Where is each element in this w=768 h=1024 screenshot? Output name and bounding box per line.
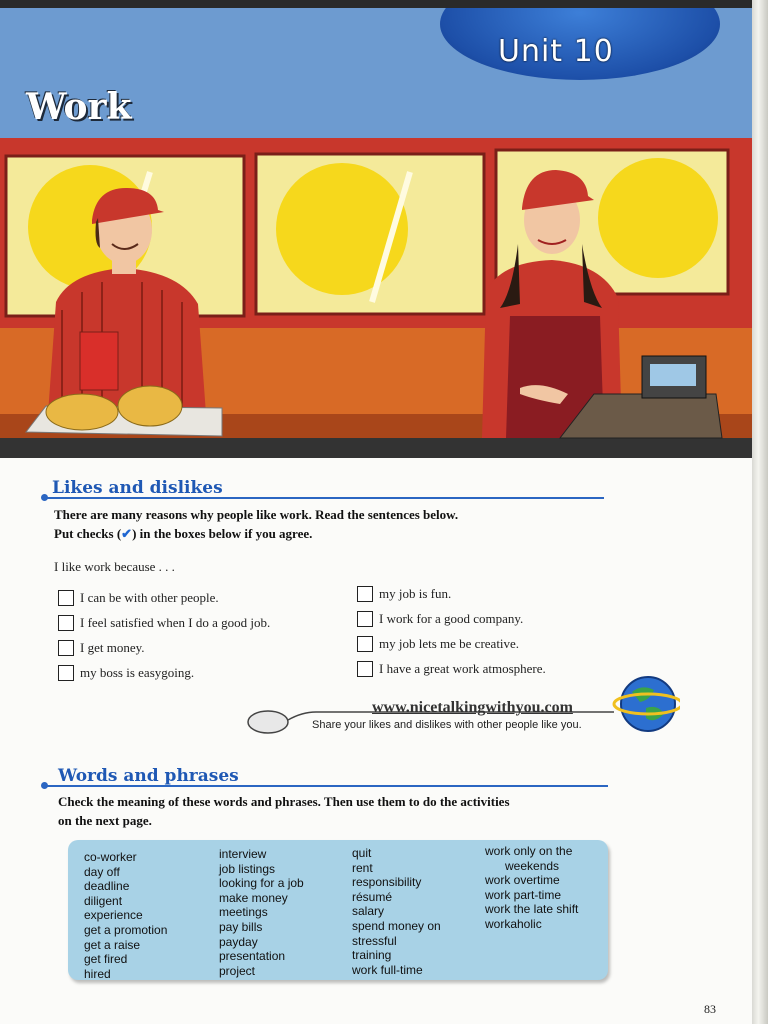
- checkbox[interactable]: [58, 665, 74, 681]
- globe-icon: [614, 677, 680, 731]
- vocab-item: rent: [352, 860, 373, 875]
- check-mark-icon: ✔: [121, 526, 133, 541]
- vocab-item: résumé: [352, 889, 393, 904]
- checklist-label: I get money.: [80, 640, 145, 655]
- words-phrases-title: Words and phrases: [58, 766, 239, 786]
- vocab-item: experience: [84, 908, 143, 923]
- instruction-line: on the next page.: [58, 813, 152, 828]
- checklist-item[interactable]: [58, 615, 270, 631]
- checklist-label: my job is fun.: [379, 586, 452, 601]
- fast-food-illustration: [0, 132, 752, 458]
- likes-dislikes-title: Likes and dislikes: [52, 478, 223, 498]
- checklist-label: I work for a good company.: [379, 611, 524, 626]
- checklist-item[interactable]: [58, 640, 145, 656]
- textbook-page: [0, 8, 752, 1024]
- sentence-lead: I like work because . . .: [54, 559, 175, 574]
- checkbox[interactable]: [357, 586, 373, 602]
- checkbox[interactable]: [357, 636, 373, 652]
- checkbox[interactable]: [58, 590, 74, 606]
- website-caption: Share your likes and dislikes with other people like you.: [312, 719, 582, 731]
- checklist-label: my job lets me be creative.: [379, 636, 520, 651]
- vocab-item: get fired: [84, 952, 128, 967]
- vocabulary-column: [485, 844, 578, 932]
- vocab-item: work part-time: [485, 887, 562, 902]
- checklist-item[interactable]: [58, 590, 219, 606]
- vocab-item: spend money on: [352, 918, 441, 933]
- vocab-item: hired: [84, 966, 111, 981]
- checklist-label: I feel satisfied when I do a good job.: [80, 615, 271, 630]
- checkbox[interactable]: [58, 640, 74, 656]
- vocab-item: day off: [84, 864, 120, 879]
- vocab-item: co-worker: [84, 850, 137, 864]
- website-link[interactable]: www.nicetalkingwithyou.com: [372, 699, 573, 716]
- instruction-line: There are many reasons why people like work. Read the sentences below.: [54, 507, 459, 522]
- checklist-label: my boss is easygoing.: [80, 665, 195, 680]
- vocabulary-column: [219, 847, 304, 978]
- vocabulary-column: [352, 846, 441, 977]
- vocabulary-column: [84, 850, 167, 981]
- vocab-item: project: [219, 963, 256, 978]
- vocab-item: get a promotion: [84, 922, 168, 937]
- vocab-item: training: [352, 948, 392, 963]
- instruction-line: [54, 524, 458, 543]
- instruction-text: Put checks (: [54, 526, 122, 541]
- vocab-item: workaholic: [485, 916, 542, 931]
- instruction-text: ) in the boxes below if you agree.: [132, 526, 313, 541]
- page-number: 83: [704, 1002, 716, 1016]
- instruction-line: Check the meaning of these words and phrases. Then use them to do the activities: [58, 794, 510, 809]
- checkbox[interactable]: [58, 615, 74, 631]
- vocab-item: interview: [219, 847, 267, 861]
- vocab-item: deadline: [84, 879, 130, 894]
- vocab-item: presentation: [219, 949, 286, 964]
- checklist-item[interactable]: [58, 665, 194, 681]
- checklist-item[interactable]: [357, 586, 451, 602]
- vocab-item: work full-time: [352, 962, 423, 977]
- unit-header: [0, 8, 752, 132]
- vocab-item: work overtime: [485, 873, 560, 888]
- vocab-item: pay bills: [219, 919, 263, 934]
- vocab-item: work only on the: [485, 844, 573, 858]
- vocab-item: get a raise: [84, 937, 141, 952]
- vocab-item: work the late shift: [485, 902, 579, 917]
- vocab-item: looking for a job: [219, 876, 304, 891]
- checklist-label: I have a great work atmosphere.: [379, 661, 546, 676]
- checklist-item[interactable]: [357, 611, 523, 627]
- checkbox[interactable]: [357, 611, 373, 627]
- vocab-item: salary: [352, 904, 385, 919]
- vocab-item: make money: [219, 890, 288, 905]
- checklist-label: I can be with other people.: [80, 590, 219, 605]
- vocab-item: stressful: [352, 933, 397, 948]
- vocab-item: responsibility: [352, 875, 422, 890]
- vocab-item: meetings: [219, 905, 268, 920]
- page-title: Work: [26, 86, 132, 128]
- vocab-item: diligent: [84, 893, 123, 908]
- vocab-item: job listings: [219, 861, 276, 876]
- vocab-item: payday: [219, 934, 258, 949]
- vocab-item: quit: [352, 846, 372, 860]
- book-page-edge: [752, 0, 768, 1024]
- vocab-item: weekends: [485, 858, 560, 873]
- checklist-item[interactable]: [357, 636, 519, 652]
- likes-instructions: [54, 505, 458, 543]
- unit-label: Unit 10: [498, 34, 614, 69]
- words-instructions: [58, 792, 510, 830]
